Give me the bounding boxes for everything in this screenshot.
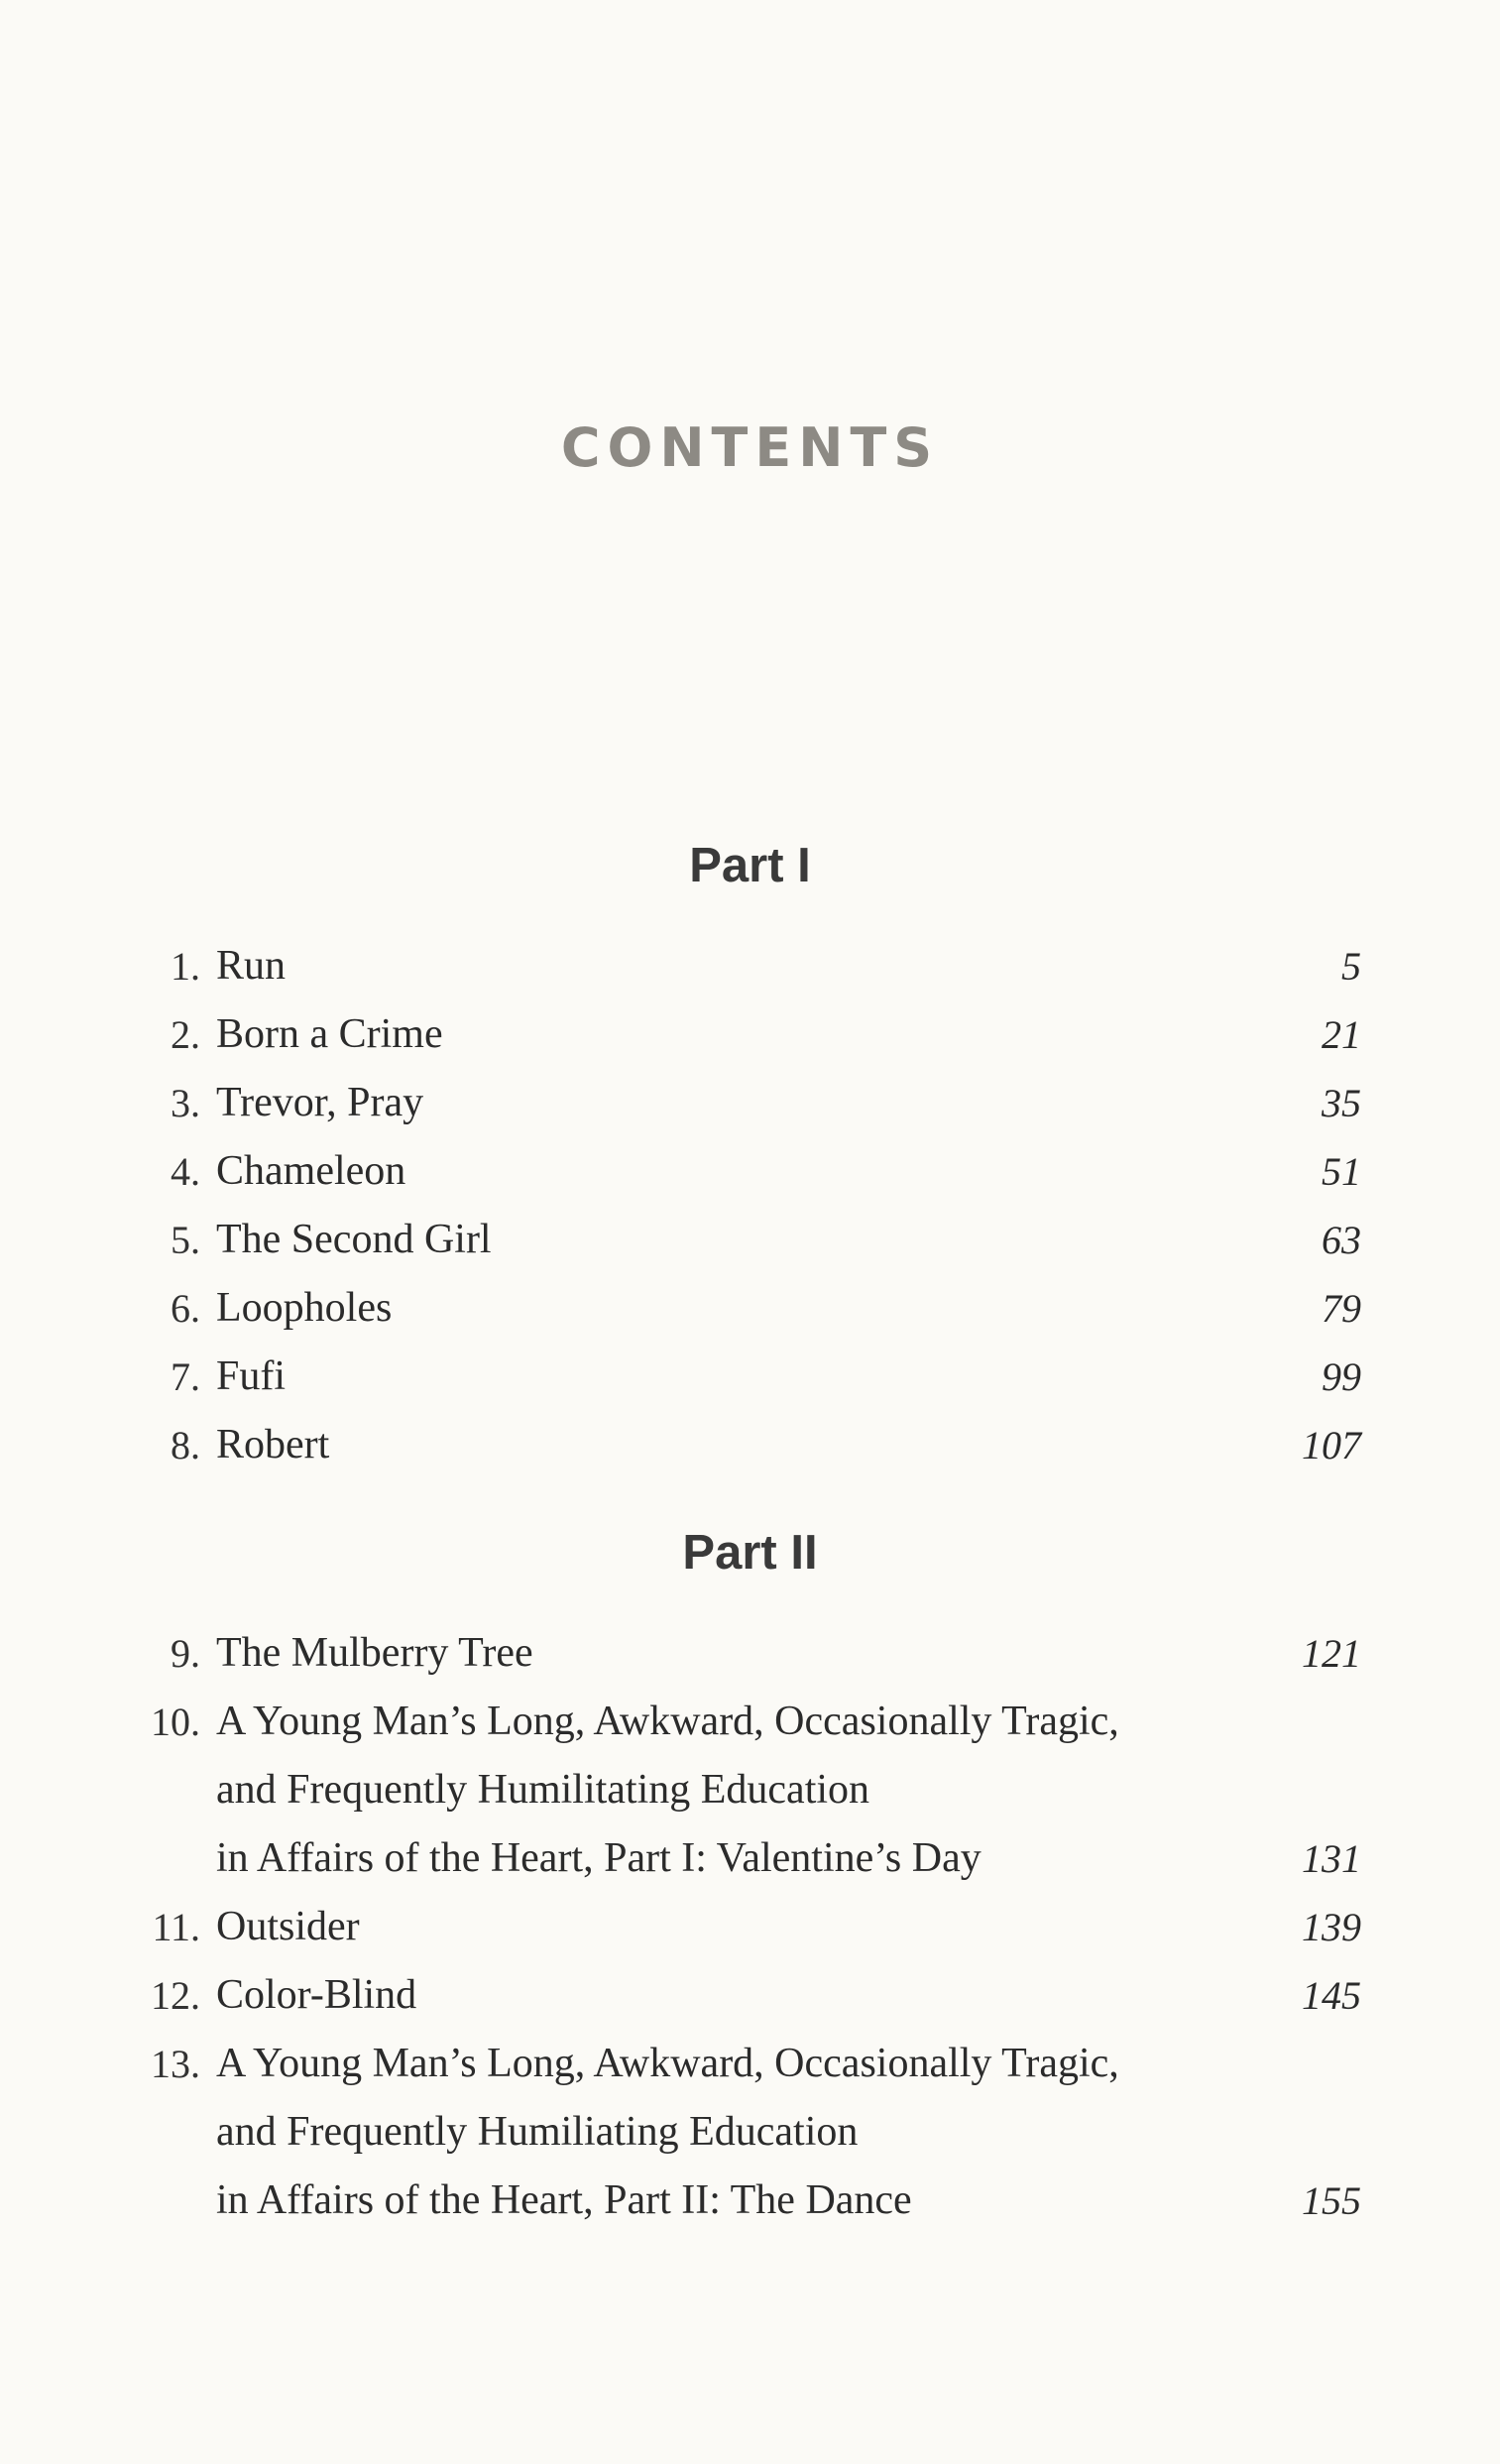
page-number: 63 bbox=[1322, 1218, 1361, 1262]
chapter-title: Loopholes bbox=[216, 1285, 393, 1331]
part-two-heading: Part II bbox=[682, 1526, 818, 1580]
page-number: 131 bbox=[1302, 1836, 1361, 1881]
chapter-number: 13. bbox=[151, 2042, 200, 2086]
page-number: 5 bbox=[1341, 944, 1361, 989]
toc-entry[interactable] bbox=[0, 1274, 1500, 1343]
page-number: 21 bbox=[1322, 1012, 1361, 1057]
page-number: 155 bbox=[1302, 2178, 1361, 2223]
chapter-title: The Second Girl bbox=[216, 1217, 492, 1262]
page-number: 51 bbox=[1322, 1149, 1361, 1194]
toc-entry[interactable] bbox=[0, 1206, 1500, 1274]
toc-entry[interactable] bbox=[0, 932, 1500, 1000]
toc-entry[interactable] bbox=[0, 1000, 1500, 1069]
toc-entry[interactable] bbox=[0, 1069, 1500, 1137]
chapter-title: Robert bbox=[216, 1422, 330, 1467]
chapter-number: 10. bbox=[151, 1700, 200, 1744]
contents-heading: CONTENTS bbox=[560, 416, 940, 479]
toc-entry[interactable] bbox=[0, 1961, 1500, 2030]
chapter-number: 1. bbox=[171, 944, 200, 989]
page-number: 79 bbox=[1322, 1286, 1361, 1331]
page-number: 139 bbox=[1302, 1905, 1361, 1949]
chapter-title: Born a Crime bbox=[216, 1011, 443, 1057]
toc-entry[interactable] bbox=[0, 1893, 1500, 1961]
page-number: 107 bbox=[1302, 1423, 1361, 1467]
chapter-number: 7. bbox=[171, 1354, 200, 1399]
part-one-heading: Part I bbox=[689, 839, 811, 892]
chapter-number: 2. bbox=[171, 1012, 200, 1057]
toc-entry[interactable] bbox=[0, 1688, 1500, 1893]
page-number: 99 bbox=[1322, 1354, 1361, 1399]
chapter-title: Fufi bbox=[216, 1353, 287, 1399]
chapter-title: The Mulberry Tree bbox=[216, 1630, 533, 1676]
chapter-number: 11. bbox=[152, 1905, 200, 1949]
toc-entry[interactable] bbox=[0, 1343, 1500, 1411]
chapter-number: 12. bbox=[151, 1973, 200, 2018]
chapter-number: 9. bbox=[171, 1631, 200, 1676]
chapter-number: 6. bbox=[171, 1286, 200, 1331]
chapter-title: Chameleon bbox=[216, 1148, 406, 1194]
page-number: 35 bbox=[1322, 1081, 1361, 1125]
toc-entry[interactable] bbox=[0, 1411, 1500, 1479]
toc-entry[interactable] bbox=[0, 2030, 1500, 2235]
chapter-number: 8. bbox=[171, 1423, 200, 1467]
chapter-title: A Young Man’s Long, Awkward, Occasionally Tragic, and Frequently Humiliating Education in Affairs of the Heart, Part II: The Dance bbox=[216, 2041, 1119, 2223]
part-two-entries bbox=[0, 1619, 1500, 2235]
chapter-number: 3. bbox=[171, 1081, 200, 1125]
chapter-title: A Young Man’s Long, Awkward, Occasionally Tragic, and Frequently Humilitating Education in Affairs of the Heart, Part I: Valentine’s Day bbox=[216, 1699, 1119, 1881]
chapter-number: 5. bbox=[171, 1218, 200, 1262]
chapter-title: Run bbox=[216, 943, 287, 989]
chapter-title: Color-Blind bbox=[216, 1972, 417, 2018]
toc-entry[interactable] bbox=[0, 1137, 1500, 1206]
page-number: 145 bbox=[1302, 1973, 1361, 2018]
chapter-title: Outsider bbox=[216, 1904, 360, 1949]
chapter-title: Trevor, Pray bbox=[216, 1080, 424, 1125]
toc-entry[interactable] bbox=[0, 1619, 1500, 1688]
page-number: 121 bbox=[1302, 1631, 1361, 1676]
part-one-entries bbox=[0, 932, 1500, 1479]
chapter-number: 4. bbox=[171, 1149, 200, 1194]
